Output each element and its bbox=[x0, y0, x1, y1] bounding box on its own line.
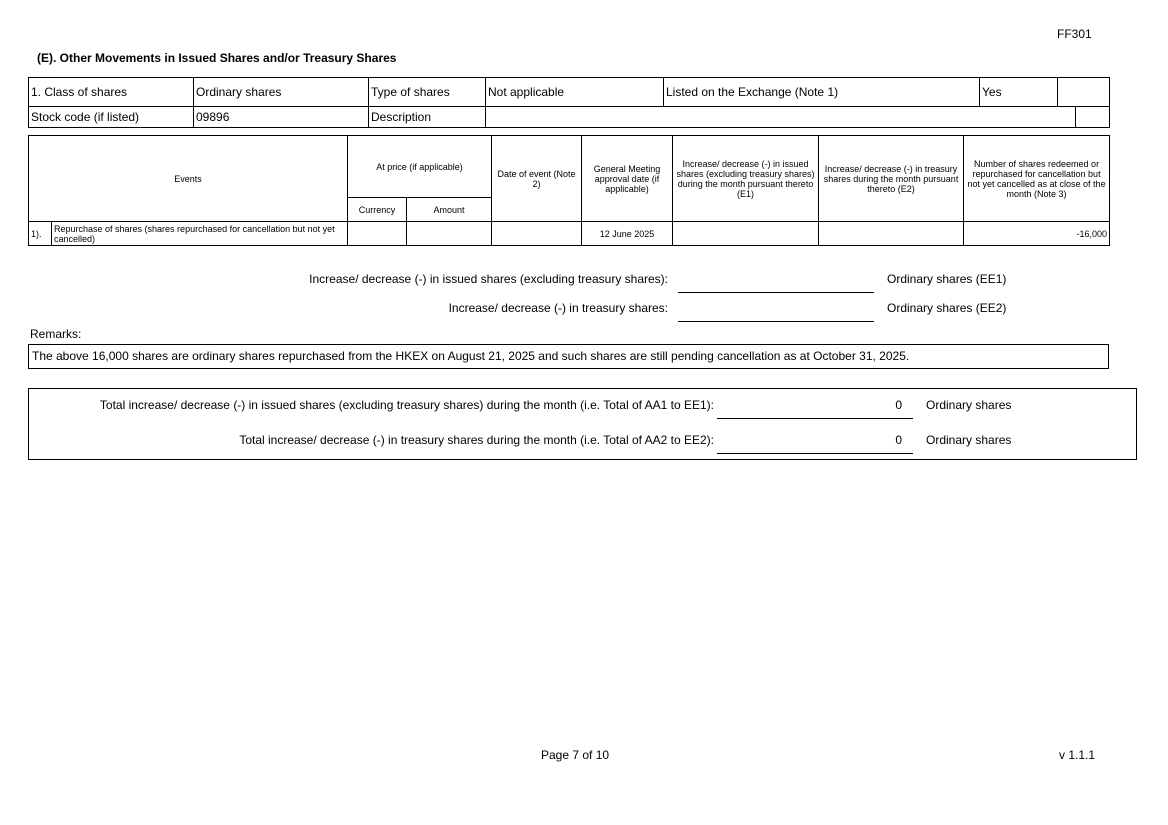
class-value: Ordinary shares bbox=[194, 78, 369, 107]
row-gm-approval: 12 June 2025 bbox=[582, 222, 673, 246]
listed-label: Listed on the Exchange (Note 1) bbox=[664, 78, 980, 107]
events-table bbox=[28, 135, 1110, 246]
gm-approval-header: General Meeting approval date (if applicable) bbox=[582, 136, 673, 222]
remarks-text: The above 16,000 shares are ordinary shares repurchased from the HKEX on August 21, 2025 and such shares are still pending cancellation as at October 31, 2025. bbox=[28, 344, 1109, 369]
increase-treasury-header: Increase/ decrease (-) in treasury shares during the month pursuant thereto (E2) bbox=[819, 136, 964, 222]
row-number: 1). bbox=[29, 222, 52, 246]
ee1-value-line bbox=[678, 291, 874, 293]
row-redeemed: -16,000 bbox=[964, 222, 1110, 246]
amount-header: Amount bbox=[407, 198, 492, 222]
description-label: Description bbox=[369, 107, 486, 128]
total-issued-label: Total increase/ decrease (-) in issued shares (excluding treasury shares) during the month (i.e. Total of AA1 to EE1): bbox=[99, 398, 714, 412]
class-info-table bbox=[28, 77, 1110, 128]
total-treasury-line bbox=[717, 452, 913, 454]
type-value: Not applicable bbox=[486, 78, 664, 107]
total-issued-line bbox=[717, 417, 913, 419]
total-treasury-label: Total increase/ decrease (-) in treasury shares during the month (i.e. Total of AA2 to EE2): bbox=[239, 433, 714, 447]
row-currency bbox=[348, 222, 407, 246]
description-blank-cell bbox=[1076, 107, 1110, 128]
class-label: 1. Class of shares bbox=[29, 78, 194, 107]
total-issued-unit: Ordinary shares bbox=[926, 398, 1012, 412]
ee1-label: Increase/ decrease (-) in issued shares (excluding treasury shares): bbox=[309, 272, 668, 286]
row-amount bbox=[407, 222, 492, 246]
version-label: v 1.1.1 bbox=[1059, 748, 1096, 762]
stock-code-value: 09896 bbox=[194, 107, 369, 128]
row-date-of-event bbox=[492, 222, 582, 246]
description-value bbox=[486, 107, 1076, 128]
form-code: FF301 bbox=[1057, 27, 1092, 41]
listed-blank-cell bbox=[1058, 78, 1110, 107]
events-header: Events bbox=[29, 136, 348, 222]
currency-header: Currency bbox=[348, 198, 407, 222]
at-price-header: At price (if applicable) bbox=[348, 136, 492, 198]
type-label: Type of shares bbox=[369, 78, 486, 107]
remarks-label: Remarks: bbox=[30, 327, 82, 341]
table-row bbox=[29, 222, 1110, 246]
redeemed-header: Number of shares redeemed or repurchased for cancellation but not yet cancelled as at close of the month (Note 3) bbox=[964, 136, 1110, 222]
total-issued-value: 0 bbox=[895, 398, 902, 412]
listed-value: Yes bbox=[980, 78, 1058, 107]
section-title: (E). Other Movements in Issued Shares and/or Treasury Shares bbox=[37, 51, 397, 65]
page-number: Page 7 of 10 bbox=[541, 748, 610, 762]
ee2-label: Increase/ decrease (-) in treasury shares: bbox=[448, 301, 668, 315]
increase-issued-header: Increase/ decrease (-) in issued shares (excluding treasury shares) during the month pursuant thereto (E1) bbox=[673, 136, 819, 222]
total-treasury-value: 0 bbox=[895, 433, 902, 447]
ee2-unit: Ordinary shares (EE2) bbox=[887, 301, 1007, 315]
row-increase-issued bbox=[673, 222, 819, 246]
ee2-value-line bbox=[678, 320, 874, 322]
ee1-unit: Ordinary shares (EE1) bbox=[887, 272, 1007, 286]
date-of-event-header: Date of event (Note 2) bbox=[492, 136, 582, 222]
row-increase-treasury bbox=[819, 222, 964, 246]
stock-code-label: Stock code (if listed) bbox=[29, 107, 194, 128]
total-treasury-unit: Ordinary shares bbox=[926, 433, 1012, 447]
row-event: Repurchase of shares (shares repurchased for cancellation but not yet cancelled) bbox=[52, 222, 348, 246]
